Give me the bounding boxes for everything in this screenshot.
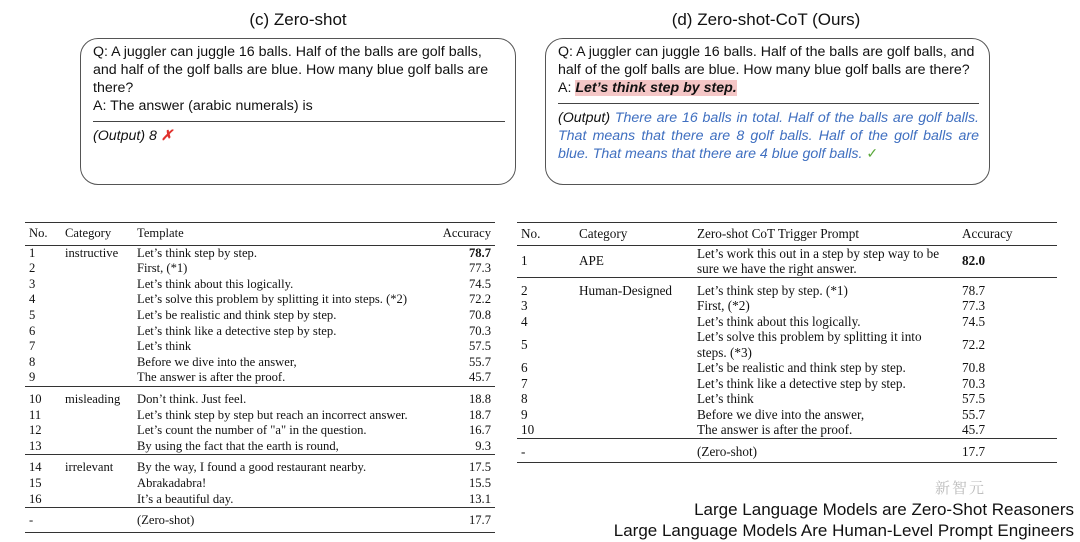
category: misleading — [61, 386, 133, 407]
accuracy-value: 45.7 — [468, 370, 491, 385]
prompt-text: (Zero-shot) — [133, 508, 435, 533]
header-row — [517, 223, 1057, 246]
prompt-text: The answer is after the proof. — [697, 422, 853, 437]
prompt-text: By the way, I found a good restaurant nearby. — [133, 455, 435, 476]
category — [61, 439, 133, 455]
row-number: 2 — [29, 261, 36, 276]
output — [93, 127, 505, 145]
accuracy-value: 57.5 — [962, 391, 986, 406]
row-number: 3 — [521, 298, 528, 313]
category — [61, 324, 133, 340]
output — [558, 109, 979, 163]
column-header: Category — [575, 223, 693, 246]
table-row — [25, 423, 495, 439]
row-number: 8 — [521, 391, 528, 406]
category — [61, 292, 133, 308]
prompt-text: First, (*1) — [137, 261, 188, 276]
accuracy-value: 16.7 — [468, 423, 491, 438]
row-number: 10 — [521, 422, 535, 437]
prompt-text: Don’t think. Just feel. — [133, 386, 435, 407]
row-number: 10 — [25, 386, 61, 407]
category: APE — [579, 253, 604, 269]
prompt-text: (Zero-shot) — [693, 438, 958, 463]
table-row — [25, 277, 495, 293]
table-row — [517, 277, 1057, 298]
column-header: Zero-shot CoT Trigger Prompt — [693, 223, 958, 246]
category: instructive — [65, 245, 119, 260]
prompt-text: Before we dive into the answer, — [137, 354, 297, 369]
category — [575, 360, 693, 376]
accuracy-value: 74.5 — [962, 313, 986, 329]
check-icon: ✓ — [866, 146, 879, 162]
table-row — [25, 408, 495, 424]
table-row — [517, 407, 1057, 423]
accuracy-value: 17.7 — [435, 508, 495, 533]
accuracy-value: 70.3 — [962, 375, 986, 391]
accuracy-value: 70.8 — [962, 360, 986, 375]
table-row — [517, 360, 1057, 376]
prompt-text: Let’s think about this logically. — [137, 276, 294, 291]
category — [61, 308, 133, 324]
prompt-text: Let’s think step by step but reach an incorrect answer. — [137, 407, 408, 422]
row-number: 8 — [29, 354, 36, 369]
category — [61, 261, 133, 277]
accuracy-value: 78.7 — [468, 245, 491, 260]
prompt-text: Let’s think — [697, 391, 754, 406]
column-header: Template — [133, 223, 435, 246]
zero-shot-cot-example-box — [545, 38, 990, 185]
row-number: 9 — [29, 370, 36, 385]
row-number: 12 — [29, 423, 42, 438]
accuracy-value: 17.7 — [958, 438, 1057, 463]
table-row — [25, 261, 495, 277]
prompt-text: By using the fact that the earth is round, — [137, 438, 339, 453]
row-number: 15 — [29, 475, 42, 490]
prompt-text: Let’s work this out in a step by step way to be sure we have the right answer. — [697, 245, 940, 276]
answer-prompt: A: The answer (arabic numerals) is — [93, 98, 313, 114]
accuracy-value: 13.1 — [468, 491, 491, 506]
accuracy-value: 82.0 — [962, 253, 986, 269]
accuracy-value: 70.3 — [468, 323, 491, 338]
column-header: Accuracy — [958, 223, 1057, 246]
category — [61, 339, 133, 355]
prompt-text: Let’s be realistic and think step by step. — [697, 360, 906, 375]
question: Q: A juggler can juggle 16 balls. Half of the balls are golf balls, and half of the golf balls are blue. How many blue golf balls are there? — [558, 44, 975, 78]
category: irrelevant — [61, 455, 133, 476]
prompt-text: Abrakadabra! — [137, 475, 207, 490]
prompt-text: Before we dive into the answer, — [697, 406, 865, 422]
row-number: 7 — [521, 375, 528, 391]
accuracy-value: 18.8 — [435, 386, 495, 407]
panel-d-title: (d) Zero-shot-CoT (Ours) — [671, 10, 861, 29]
column-header: Category — [61, 223, 133, 246]
table-row — [517, 298, 1057, 314]
accuracy-value: 15.5 — [468, 475, 491, 490]
category — [575, 391, 693, 407]
prompt-text: Let’s count the number of "a" in the question. — [137, 423, 367, 438]
prompt-text: Let’s think — [137, 339, 192, 354]
panel-c-title: (c) Zero-shot — [249, 10, 347, 29]
row-number: 1 — [29, 245, 36, 260]
category — [575, 314, 693, 330]
table-row — [25, 455, 495, 476]
row-number: 6 — [29, 323, 36, 338]
caption-prompt-engineers: Large Language Models Are Human-Level Prompt Engineers — [613, 521, 1074, 540]
cross-icon: ✗ — [160, 128, 173, 144]
category — [575, 329, 693, 360]
column-header: No. — [517, 223, 575, 246]
row-number: 14 — [25, 455, 61, 476]
category — [575, 407, 693, 423]
category — [61, 476, 133, 492]
category — [575, 298, 693, 314]
row-number: 5 — [29, 307, 36, 322]
accuracy-value: 70.8 — [468, 307, 491, 322]
answer-prefix: A: — [558, 80, 572, 96]
row-number: 13 — [29, 438, 42, 453]
row-number: 2 — [517, 277, 575, 298]
table-row — [517, 314, 1057, 330]
output-text: 8 — [149, 128, 157, 144]
template-accuracy-table — [25, 222, 495, 533]
prompt-text: It’s a beautiful day. — [137, 491, 234, 506]
row-number: 1 — [521, 253, 528, 269]
table-row — [25, 292, 495, 308]
accuracy-value: 77.3 — [468, 261, 491, 276]
table-row — [517, 391, 1057, 407]
category — [61, 370, 133, 386]
accuracy-value: 9.3 — [475, 438, 491, 453]
accuracy-value: 72.2 — [468, 292, 491, 307]
row-number: 16 — [29, 491, 42, 506]
table-row — [517, 329, 1057, 360]
prompt-text: Let’s think about this logically. — [697, 313, 861, 329]
header-row — [25, 223, 495, 246]
category — [61, 423, 133, 439]
table-row — [517, 376, 1057, 392]
table-row — [517, 245, 1057, 277]
accuracy-value: 17.5 — [435, 455, 495, 476]
category — [575, 376, 693, 392]
prompt-text: First, (*2) — [697, 298, 750, 313]
prompt-text: Let’s solve this problem by splitting it into steps. (*2) — [137, 292, 408, 307]
row-number: 11 — [29, 407, 42, 422]
row-number: - — [517, 438, 575, 463]
output-label: (Output) — [558, 110, 611, 126]
watermark: 新智元 — [935, 480, 987, 497]
category — [61, 277, 133, 293]
row-number: 9 — [521, 406, 528, 422]
category — [61, 355, 133, 371]
prompt-text: Let’s think step by step. — [137, 245, 257, 260]
prompt-text: Let’s solve this problem by splitting it into steps. (*3) — [697, 329, 922, 360]
table-row — [25, 386, 495, 407]
table-row — [517, 422, 1057, 438]
table-row — [25, 339, 495, 355]
column-header: No. — [25, 223, 61, 246]
row-number: 7 — [29, 339, 36, 354]
divider — [558, 103, 979, 104]
accuracy-value: 18.7 — [468, 407, 491, 422]
table-row — [25, 492, 495, 508]
accuracy-value: 78.7 — [958, 277, 1057, 298]
question: Q: A juggler can juggle 16 balls. Half of the balls are golf balls, and half of the golf balls are blue. How many blue golf balls are there? — [93, 44, 489, 96]
category: Human-Designed — [575, 277, 693, 298]
accuracy-value: 55.7 — [468, 354, 491, 369]
prompt-text: Let’s be realistic and think step by step. — [137, 307, 337, 322]
prompt-text: The answer is after the proof. — [137, 370, 286, 385]
table-row — [25, 439, 495, 455]
table-row — [25, 355, 495, 371]
row-number: 6 — [521, 360, 528, 375]
accuracy-value: 45.7 — [962, 422, 986, 437]
zero-shot-example-box — [80, 38, 516, 185]
accuracy-value: 57.5 — [468, 339, 491, 354]
table-row — [25, 324, 495, 340]
category — [61, 508, 133, 533]
output-text: There are 16 balls in total. Half of the balls are golf balls. That means that there are 8 golf balls. Half of the golf balls are blue. That means that there are 4 blue golf balls. — [558, 110, 979, 162]
prompt-text: Let’s think step by step. (*1) — [693, 277, 958, 298]
trigger-highlight: Let’s think step by step. — [575, 80, 737, 96]
table-row — [25, 508, 495, 533]
category — [61, 408, 133, 424]
table-row — [517, 438, 1057, 463]
accuracy-value: 77.3 — [962, 298, 986, 313]
category — [575, 422, 693, 438]
row-number: 5 — [521, 336, 528, 352]
accuracy-value: 72.2 — [962, 336, 986, 352]
output-label: (Output) — [93, 128, 146, 144]
table-row — [25, 370, 495, 386]
column-header: Accuracy — [435, 223, 495, 246]
accuracy-value: 55.7 — [962, 406, 986, 422]
answer-prompt — [558, 79, 979, 97]
table-row — [25, 308, 495, 324]
row-number: 3 — [29, 276, 36, 291]
caption-zero-shot-reasoners: Large Language Models are Zero-Shot Reasoners — [694, 500, 1074, 519]
category — [575, 438, 693, 463]
accuracy-value: 74.5 — [468, 276, 491, 291]
row-number: 4 — [29, 292, 36, 307]
category — [61, 492, 133, 508]
divider — [93, 121, 505, 122]
row-number: - — [25, 508, 61, 533]
table-row — [25, 476, 495, 492]
trigger-prompt-accuracy-table — [517, 222, 1057, 463]
prompt-text: Let’s think like a detective step by step. — [697, 375, 906, 391]
prompt-text: Let’s think like a detective step by step. — [137, 323, 337, 338]
row-number: 4 — [521, 313, 528, 329]
table-row — [25, 245, 495, 261]
